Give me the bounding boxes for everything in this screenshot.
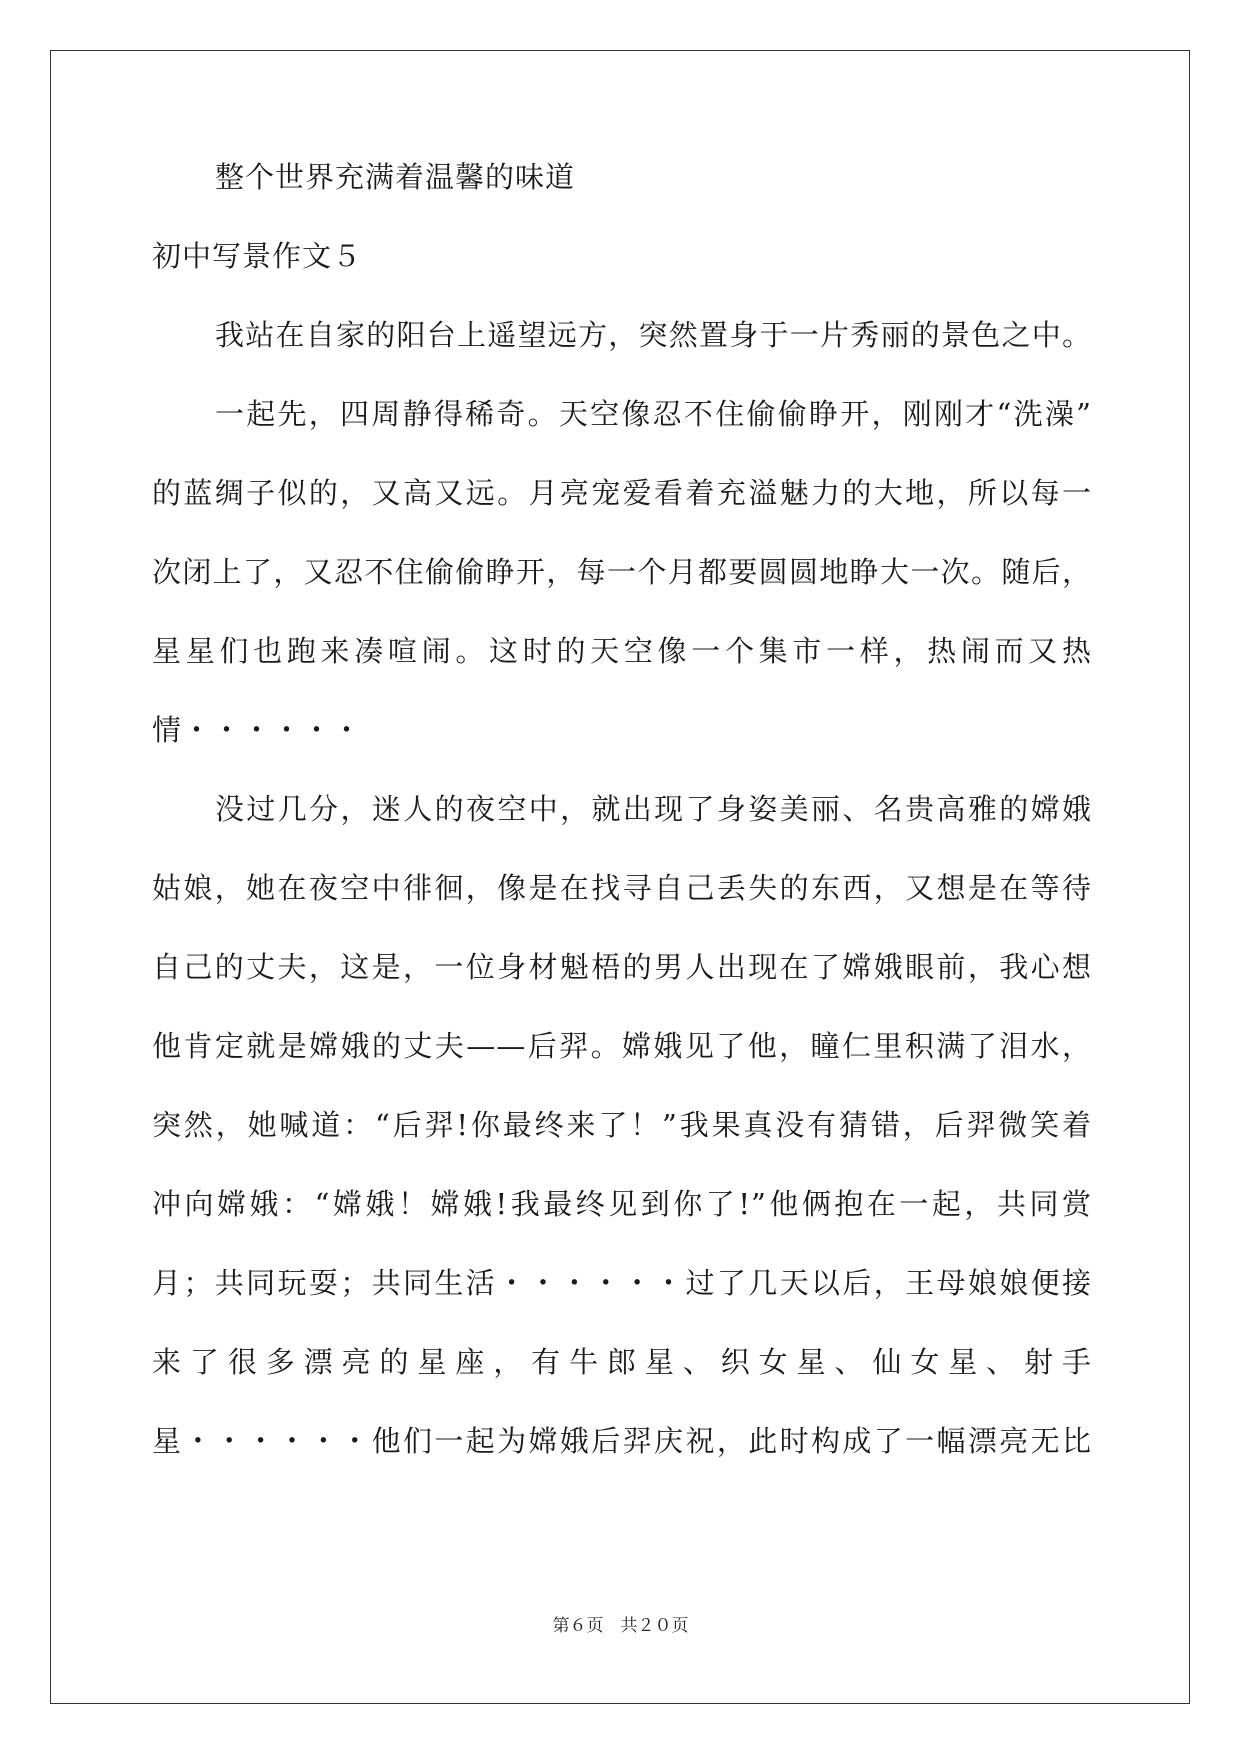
text-line: 整个世界充满着温馨的味道 — [215, 160, 576, 194]
text-line: 来了很多漂亮的星座，有牛郎星、织女星、仙女星、射手 — [152, 1345, 1092, 1379]
text-line: 情・・・・・・ — [152, 713, 363, 747]
text-line: 次闭上了，又忍不住偷偷睁开，每一个月都要圆圆地睁大一次。随后， — [152, 555, 1092, 589]
text-line: 突然，她喊道：“后羿!你最终来了！”我果真没有猜错，后羿微笑着 — [152, 1108, 1092, 1142]
text-line: 的蓝绸子似的，又高又远。月亮宠爱看着充溢魅力的大地，所以每一 — [152, 476, 1092, 510]
document-body — [152, 158, 1092, 1501]
text-line: 他肯定就是嫦娥的丈夫——后羿。嫦娥见了他，瞳仁里积满了泪水， — [152, 1029, 1092, 1063]
page-number-footer: 第６页 共２０页 — [552, 1616, 689, 1636]
section-heading: 初中写景作文５ — [152, 239, 363, 273]
text-line: 星星们也跑来凑喧闹。这时的天空像一个集市一样，热闹而又热 — [152, 634, 1092, 668]
text-line: 一起先，四周静得稀奇。天空像忍不住偷偷睁开，刚刚才“洗澡” — [215, 397, 1092, 431]
text-line: 姑娘，她在夜空中徘徊，像是在找寻自己丢失的东西，又想是在等待 — [152, 871, 1092, 905]
text-line: 冲向嫦娥：“嫦娥！嫦娥!我最终见到你了!”他俩抱在一起，共同赏 — [152, 1187, 1092, 1221]
text-line: 我站在自家的阳台上遥望远方，突然置身于一片秀丽的景色之中。 — [215, 318, 1092, 352]
text-line: 没过几分，迷人的夜空中，就出现了身姿美丽、名贵高雅的嫦娥 — [215, 792, 1092, 826]
text-line: 星・・・・・・他们一起为嫦娥后羿庆祝，此时构成了一幅漂亮无比 — [152, 1424, 1092, 1458]
text-line: 自己的丈夫，这是，一位身材魁梧的男人出现在了嫦娥眼前，我心想 — [152, 950, 1092, 984]
text-line: 月；共同玩耍；共同生活・・・・・・过了几天以后，王母娘娘便接 — [152, 1266, 1092, 1300]
